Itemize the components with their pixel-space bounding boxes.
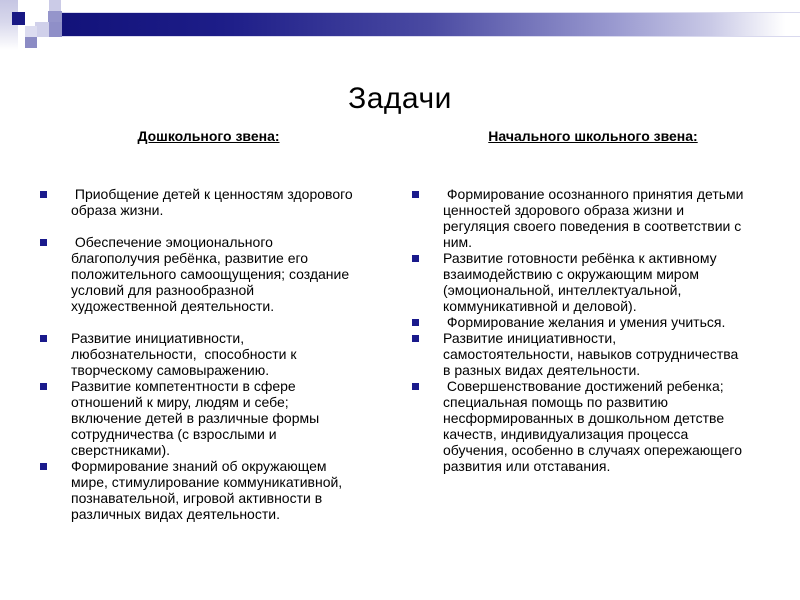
left-gradient-strip-decoration [0,0,18,50]
list-item [412,378,747,474]
pixel-square-decoration [25,26,37,37]
pixel-square-decoration [35,22,49,37]
list-item-text: Развитие инициативности, любознательности, способности к творческому самовыражению. [71,330,301,378]
bullet-square-icon [412,335,419,342]
bullet-list-primary-school [404,186,782,474]
column-heading-preschool: Дошкольного звена: [137,128,280,144]
bullet-square-icon [412,255,419,262]
slide-title: Задачи [348,82,452,115]
list-item-text: Формирование знаний об окружающем мире, стимулирование коммуникативной, познавательной, игровой активности в различных видах деятельности. [71,458,347,522]
list-item-text: Развитие компетентности в сфере отношений к миру, людям и себе; включение детей в различные формы сотрудничества (с взрослыми и сверстниками). [71,378,324,458]
list-item [412,186,747,250]
pixel-square-decoration [49,0,61,11]
pixel-square-decoration [12,12,25,25]
list-item [40,186,359,218]
pixel-square-decoration [25,37,37,48]
list-item-text: Развитие готовности ребёнка к активному взаимодействию с окружающим миром (эмоциональной, интеллектуальной, коммуникативной и деловой). [443,250,721,314]
bullet-square-icon [412,319,419,326]
list-item-text: Обеспечение эмоционального благополучия ребёнка, развитие его положительного самоощущения; создание условий для разнообразной художественной деятельности. [71,234,354,314]
bullet-list-preschool [36,186,381,522]
bullet-square-icon [412,383,419,390]
bullet-square-icon [412,191,419,198]
header-gradient-banner [60,12,800,37]
list-item-text: Совершенствование достижений ребенка; специальная помощь по развитию несформированных в дошкольном детстве качеств, индивидуализация процесса обучения, особенно в случаях опережающего развития или отставания. [443,378,746,474]
bullet-square-icon [40,383,47,390]
list-item-text: Развитие инициативности, самостоятельности, навыков сотрудничества в разных видах деятельности. [443,330,743,378]
list-item [40,458,359,522]
list-item-text: Приобщение детей к ценностям здорового образа жизни. [71,186,357,218]
bullet-square-icon [40,335,47,342]
list-item [40,234,359,314]
bullet-square-icon [40,463,47,470]
list-item [40,378,359,458]
list-item [412,314,747,330]
list-item-text: Формирование осознанного принятия детьми ценностей здорового образа жизни и регуляция своего поведения в соответствии с ним. [443,186,748,250]
column-primary-school [404,128,782,474]
pixel-square-decoration [49,22,62,37]
bullet-square-icon [40,239,47,246]
column-heading-primary-school: Начального школьного звена: [488,128,698,144]
list-item [412,330,747,378]
list-item [412,250,747,314]
list-item [40,330,359,378]
column-preschool [36,128,381,522]
list-item-text: Формирование желания и умения учиться. [443,314,726,330]
bullet-square-icon [40,191,47,198]
